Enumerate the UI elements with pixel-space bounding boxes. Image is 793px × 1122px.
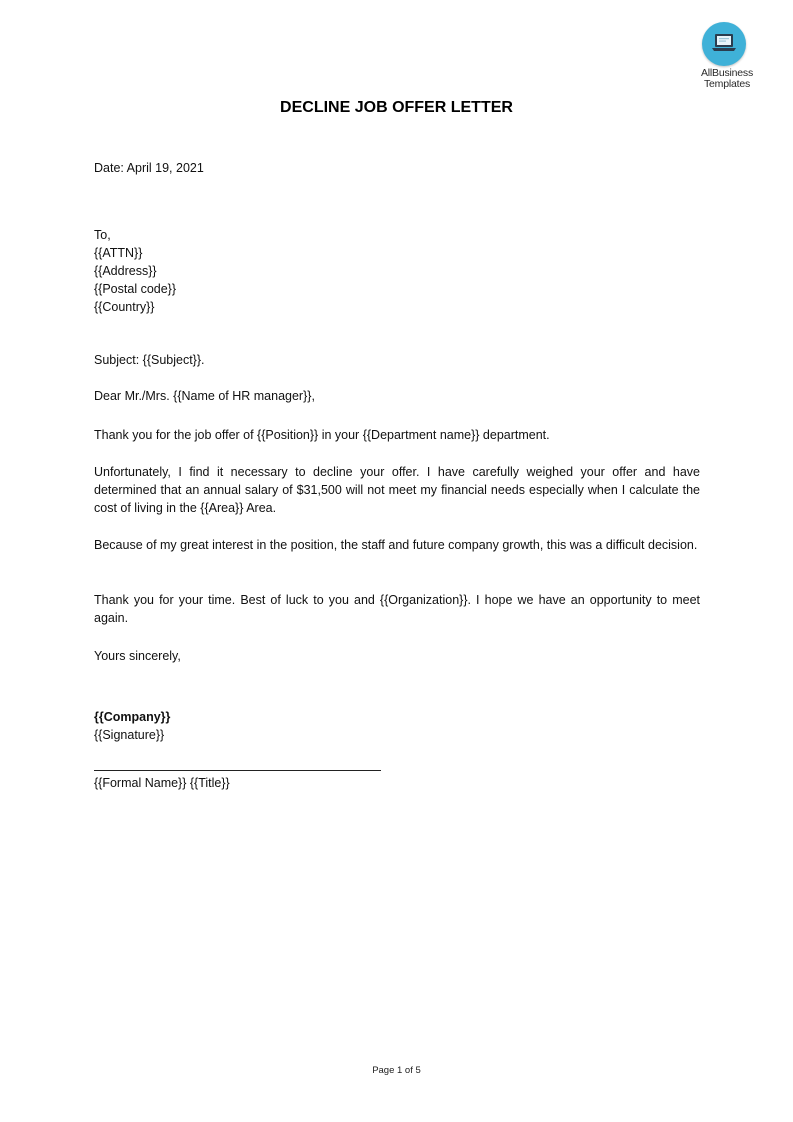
address-street: {{Address}} bbox=[94, 264, 157, 278]
logo-line-2: Templates bbox=[703, 78, 751, 90]
paragraph-3: Because of my great interest in the position, the staff and future company growth, this was a difficult decision. bbox=[94, 538, 698, 552]
formal-name-title: {{Formal Name}} {{Title}} bbox=[94, 776, 230, 790]
date-line: Date: April 19, 2021 bbox=[94, 161, 204, 175]
signature: {{Signature}} bbox=[94, 728, 165, 742]
signature-line bbox=[94, 770, 381, 771]
document-title: DECLINE JOB OFFER LETTER bbox=[280, 99, 513, 116]
recipient-address bbox=[94, 226, 700, 316]
closing: Yours sincerely, bbox=[94, 649, 181, 663]
laptop-icon bbox=[711, 33, 737, 53]
address-to: To, bbox=[94, 228, 111, 242]
page-number: Page 1 of 5 bbox=[372, 1065, 421, 1076]
paragraph-4: Thank you for your time. Best of luck to you and {{Organization}}. I hope we have an opportunity to meet again. bbox=[94, 593, 700, 625]
company-name: {{Company}} bbox=[94, 710, 171, 724]
paragraph-2: Unfortunately, I find it necessary to decline your offer. I have carefully weighed your offer and have determined that an annual salary of $31,500 will not meet my financial needs especially when I calculate the cost of living in the {{Area}} Area. bbox=[94, 465, 700, 515]
address-country: {{Country}} bbox=[94, 300, 155, 314]
salutation: Dear Mr./Mrs. {{Name of HR manager}}, bbox=[94, 389, 315, 403]
logo-circle bbox=[702, 22, 746, 66]
address-postal-code: {{Postal code}} bbox=[94, 282, 177, 296]
allbusiness-templates-logo bbox=[691, 22, 763, 94]
logo-line-1: AllBusiness bbox=[700, 67, 754, 79]
paragraph-1: Thank you for the job offer of {{Position}} in your {{Department name}} department. bbox=[94, 428, 550, 442]
address-attn: {{ATTN}} bbox=[94, 246, 143, 260]
subject-line: Subject: {{Subject}}. bbox=[94, 353, 205, 367]
logo-text bbox=[691, 68, 763, 90]
